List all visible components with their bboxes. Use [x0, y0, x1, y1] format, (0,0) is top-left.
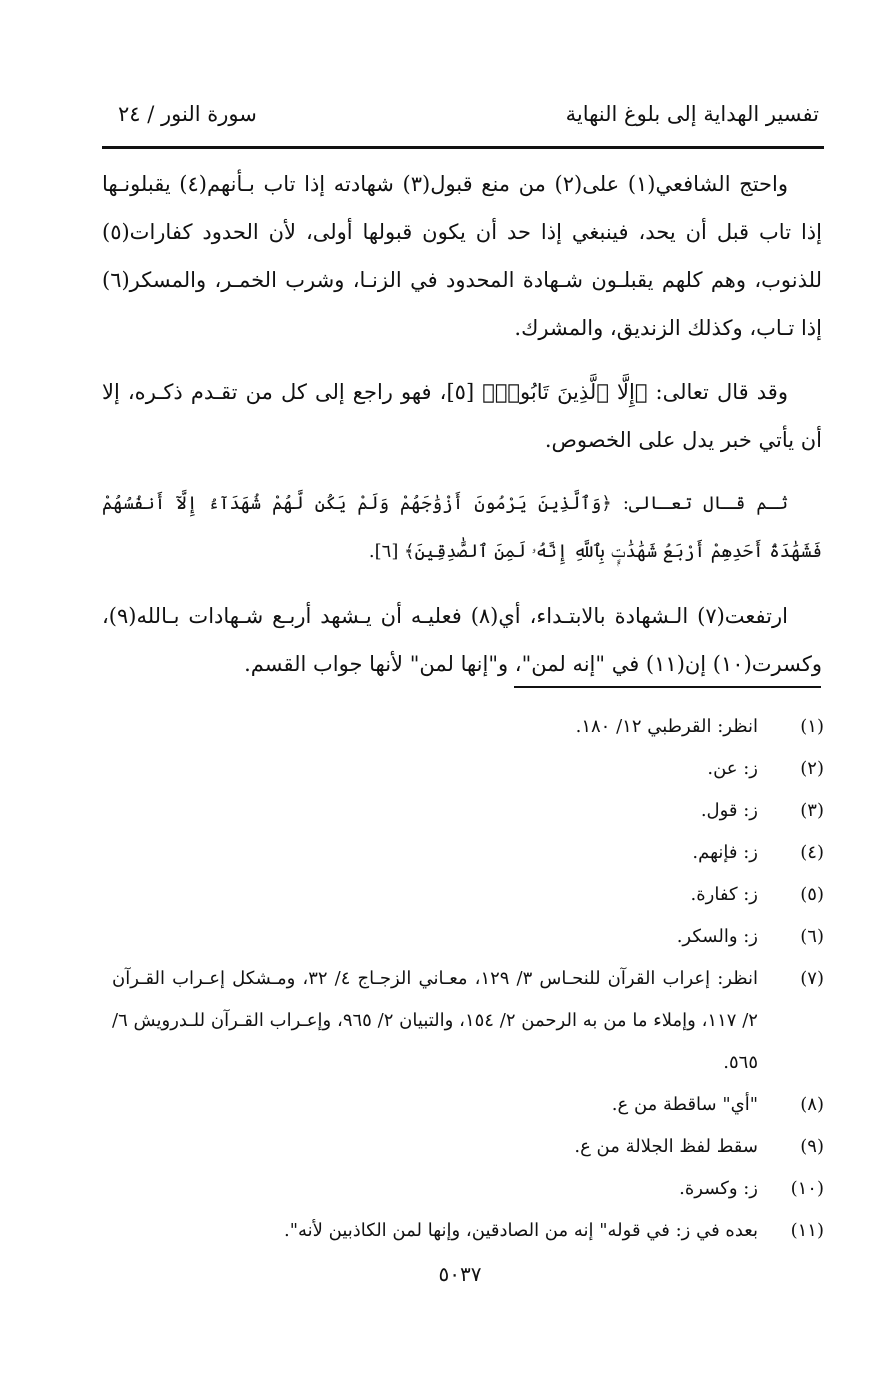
running-header-section: سورة النور / ٢٤: [118, 102, 257, 126]
footnote-separator: [514, 686, 821, 688]
footnote-number: (٨): [800, 1094, 824, 1115]
footnote: [112, 874, 824, 916]
footnote-number: (٩): [800, 1136, 824, 1157]
footnote-number: (٥): [800, 884, 824, 905]
footnote-number: (٣): [800, 800, 824, 821]
footnote: [112, 958, 824, 1084]
footnote-text: ز: والسكر.: [676, 926, 758, 947]
footnote: [112, 706, 824, 748]
footnote-text: انظر: القرطبي ١٢/ ١٨٠.: [575, 716, 758, 737]
footnote-number: (٢): [800, 758, 824, 779]
footnote-text: سقط لفظ الجلالة من ع.: [574, 1136, 758, 1157]
footnote-number: (١٠): [790, 1178, 824, 1199]
footnote-text: ز: عن.: [707, 758, 758, 779]
footnote-text: ز: كفارة.: [690, 884, 758, 905]
paragraph: وقد قال تعالى: ﴿إِلَّا ٱلَّذِينَ تَابُوا۟﴾ [٥]، فهو راجع إلى كل من تقـدم ذكـره، إلا أن يأتي خبر يدل على الخصوص.: [102, 380, 822, 452]
header-rule: [102, 146, 824, 149]
paragraph-quran-verse: ثـم قـال تعـالى: ﴿وَٱلَّذِينَ يَرْمُونَ أَزْوَٰجَهُمْ وَلَمْ يَكُن لَّهُمْ شُهَدَآءُ إِلَّآ أَنفُسُهُمْ فَشَهَٰدَةُ أَحَدِهِمْ أَرْبَعُ شَهَٰدَٰتٍۭ بِٱللَّهِ إِنَّهُۥ لَمِنَ ٱلصَّٰدِقِينَ﴾ [٦].: [102, 493, 822, 562]
footnote-number: (٤): [800, 842, 824, 863]
main-text: [102, 160, 822, 704]
footnote: [112, 832, 824, 874]
footnote-number: (١١): [790, 1220, 824, 1241]
page-number: ٥٠٣٧: [438, 1262, 482, 1286]
paragraph: واحتج الشافعي(١) على(٢) من منع قبول(٣) شهادته إذا تاب بـأنهم(٤) يقبلونـها إذا تاب قبل أن يحد، فينبغي إذا حد أن يكون قبولها أولى، لأن الحدود كفارات(٥) للذنوب، وهم كلهم يقبلـون شـهادة المحدود في الزنـا، وشرب الخمـر، والمسكر(٦) إذا تـاب، وكذلك الزنديق، والمشرك.: [102, 172, 822, 340]
paragraph: ارتفعت(٧) الـشهادة بالابتـداء، أي(٨) فعليـه أن يـشهد أربـع شـهادات بـالله(٩)، وكسرت(١٠) إن(١١) في "إنه لمن"، و"إنها لمن" لأنها جواب القسم.: [102, 604, 822, 676]
footnote: [112, 1168, 824, 1210]
footnote-text: "أي" ساقطة من ع.: [611, 1094, 758, 1115]
footnote-number: (٧): [800, 968, 824, 989]
footnote: [112, 790, 824, 832]
footnote-text: بعده في ز: في قوله" إنه من الصادقين، وإنها لمن الكاذبين لأنه".: [283, 1220, 758, 1241]
footnote: [112, 1084, 824, 1126]
footnote-number: (١): [800, 716, 824, 737]
running-header-book-title: تفسير الهداية إلى بلوغ النهاية: [565, 102, 819, 126]
footnote-text: ز: وكسرة.: [679, 1178, 758, 1199]
footnote: [112, 1210, 824, 1252]
footnote-text: ز: قول.: [700, 800, 758, 821]
footnote: [112, 748, 824, 790]
footnote-number: (٦): [800, 926, 824, 947]
footnote-text: ز: فإنهم.: [692, 842, 758, 863]
footnote-text: انظر: إعراب القرآن للنحـاس ٣/ ١٢٩، معـاني الزجـاج ٤/ ٣٢، ومـشكل إعـراب القـرآن ٢/ ١١٧، وإملاء ما من به الرحمن ٢/ ١٥٤، والتبيان ٢/ ٩٦٥، وإعـراب القـرآن للـدرويش ٦/ ٥٦٥.: [112, 968, 758, 1073]
footnotes: [112, 706, 824, 1252]
footnote: [112, 1126, 824, 1168]
footnote: [112, 916, 824, 958]
